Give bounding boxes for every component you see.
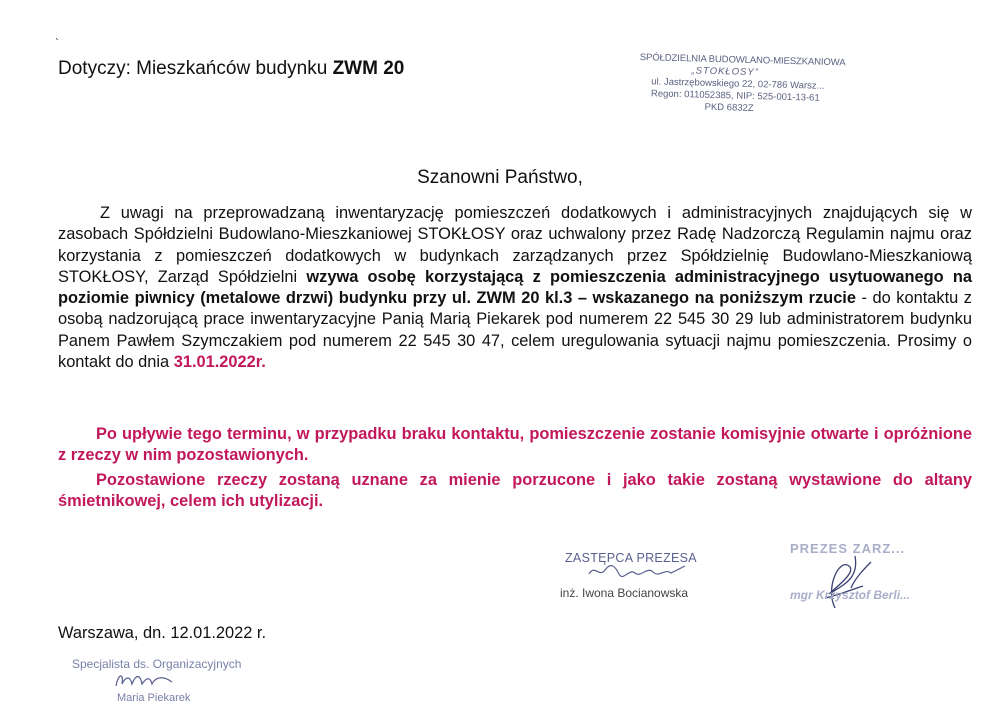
president-name: mgr Krzysztof Berli... xyxy=(790,588,911,602)
main-paragraph xyxy=(58,203,972,373)
stamp-line-name: SPÓŁDZIELNIA BUDOWLANO-MIESZKANIOWA xyxy=(639,52,846,69)
subject-prefix: Dotyczy: Mieszkańców budynku xyxy=(58,58,328,79)
stamp-line-address: ul. Jastrzębowskiego 22, 02-786 Warsz... xyxy=(651,76,825,92)
president-title: PREZES ZARZ... xyxy=(790,541,906,556)
specialist-name: Maria Piekarek xyxy=(117,692,191,704)
deputy-signature-icon xyxy=(585,560,695,582)
greeting: Szanowni Państwo, xyxy=(417,167,583,188)
place-and-date: Warszawa, dn. 12.01.2022 r. xyxy=(58,624,267,642)
stray-mark: ` xyxy=(55,36,59,50)
subject-building: ZWM 20 xyxy=(332,58,405,79)
specialist-title: Specjalista ds. Organizacyjnych xyxy=(72,657,242,671)
warning-paragraph-2: Pozostawione rzeczy zostaną uznane za mienie porzucone i jako takie zostaną wystawione do altany śmietnikowej, celem ich utylizacji. xyxy=(58,471,972,511)
specialist-signature-icon xyxy=(112,668,192,692)
paragraph-part1: Z uwagi na przeprowadzaną inwentaryzację pomieszczeń dodatkowych i administracyjnych znajdujących się w zasobach Spółdzielni Budowlano-Mieszkaniowej STOKŁOSY oraz uchwalony przez Radę Nadzorczą Regulamin najmu oraz korzystania z pomieszczeń dodatkowych w budynkach zarządzanych przez Spółdzielnię Budowlano-Mieszkaniową STOKŁOSY, Zarząd Spółdzielni xyxy=(58,204,972,286)
cooperative-stamp xyxy=(638,52,845,117)
paragraph-part2: - do kontaktu z osobą nadzorującą prace inwentaryzacyjne Panią Marią Piekarek pod numerem 22 545 30 29 lub administratorem budynku Panem Pawłem Szymczakiem pod numerem 22 545 30 47, celem uregulowania sytuacji najmu pomieszczenia. Prosimy o kontakt do dnia xyxy=(58,289,972,372)
president-signature-icon xyxy=(805,548,885,618)
subject-line xyxy=(58,58,404,80)
deputy-title: ZASTĘPCA PREZESA xyxy=(565,551,697,565)
warning-paragraph-1: Po upływie tego terminu, w przypadku braku kontaktu, pomieszczenie zostanie komisyjnie otwarte i opróżnione z rzeczy w nim pozostawionych. xyxy=(58,425,972,465)
paragraph-bold: wzywa osobę korzystającą z pomieszczenia administracyjnego usytuowanego na poziomie piwnicy (metalowe drzwi) budynku przy ul. ZWM 20 kl.3 – wskazanego na poniższym rzucie xyxy=(58,267,973,308)
deadline-date: 31.01.2022r. xyxy=(173,353,266,372)
stamp-line-regon: Regon: 011052385, NIP: 525-001-13-61 xyxy=(650,88,820,104)
stamp-line-pkd: PKD 6832Z xyxy=(704,101,754,114)
deputy-name: inż. Iwona Bocianowska xyxy=(560,586,689,600)
stamp-line-brand: „STOKŁOSY” xyxy=(691,65,760,79)
